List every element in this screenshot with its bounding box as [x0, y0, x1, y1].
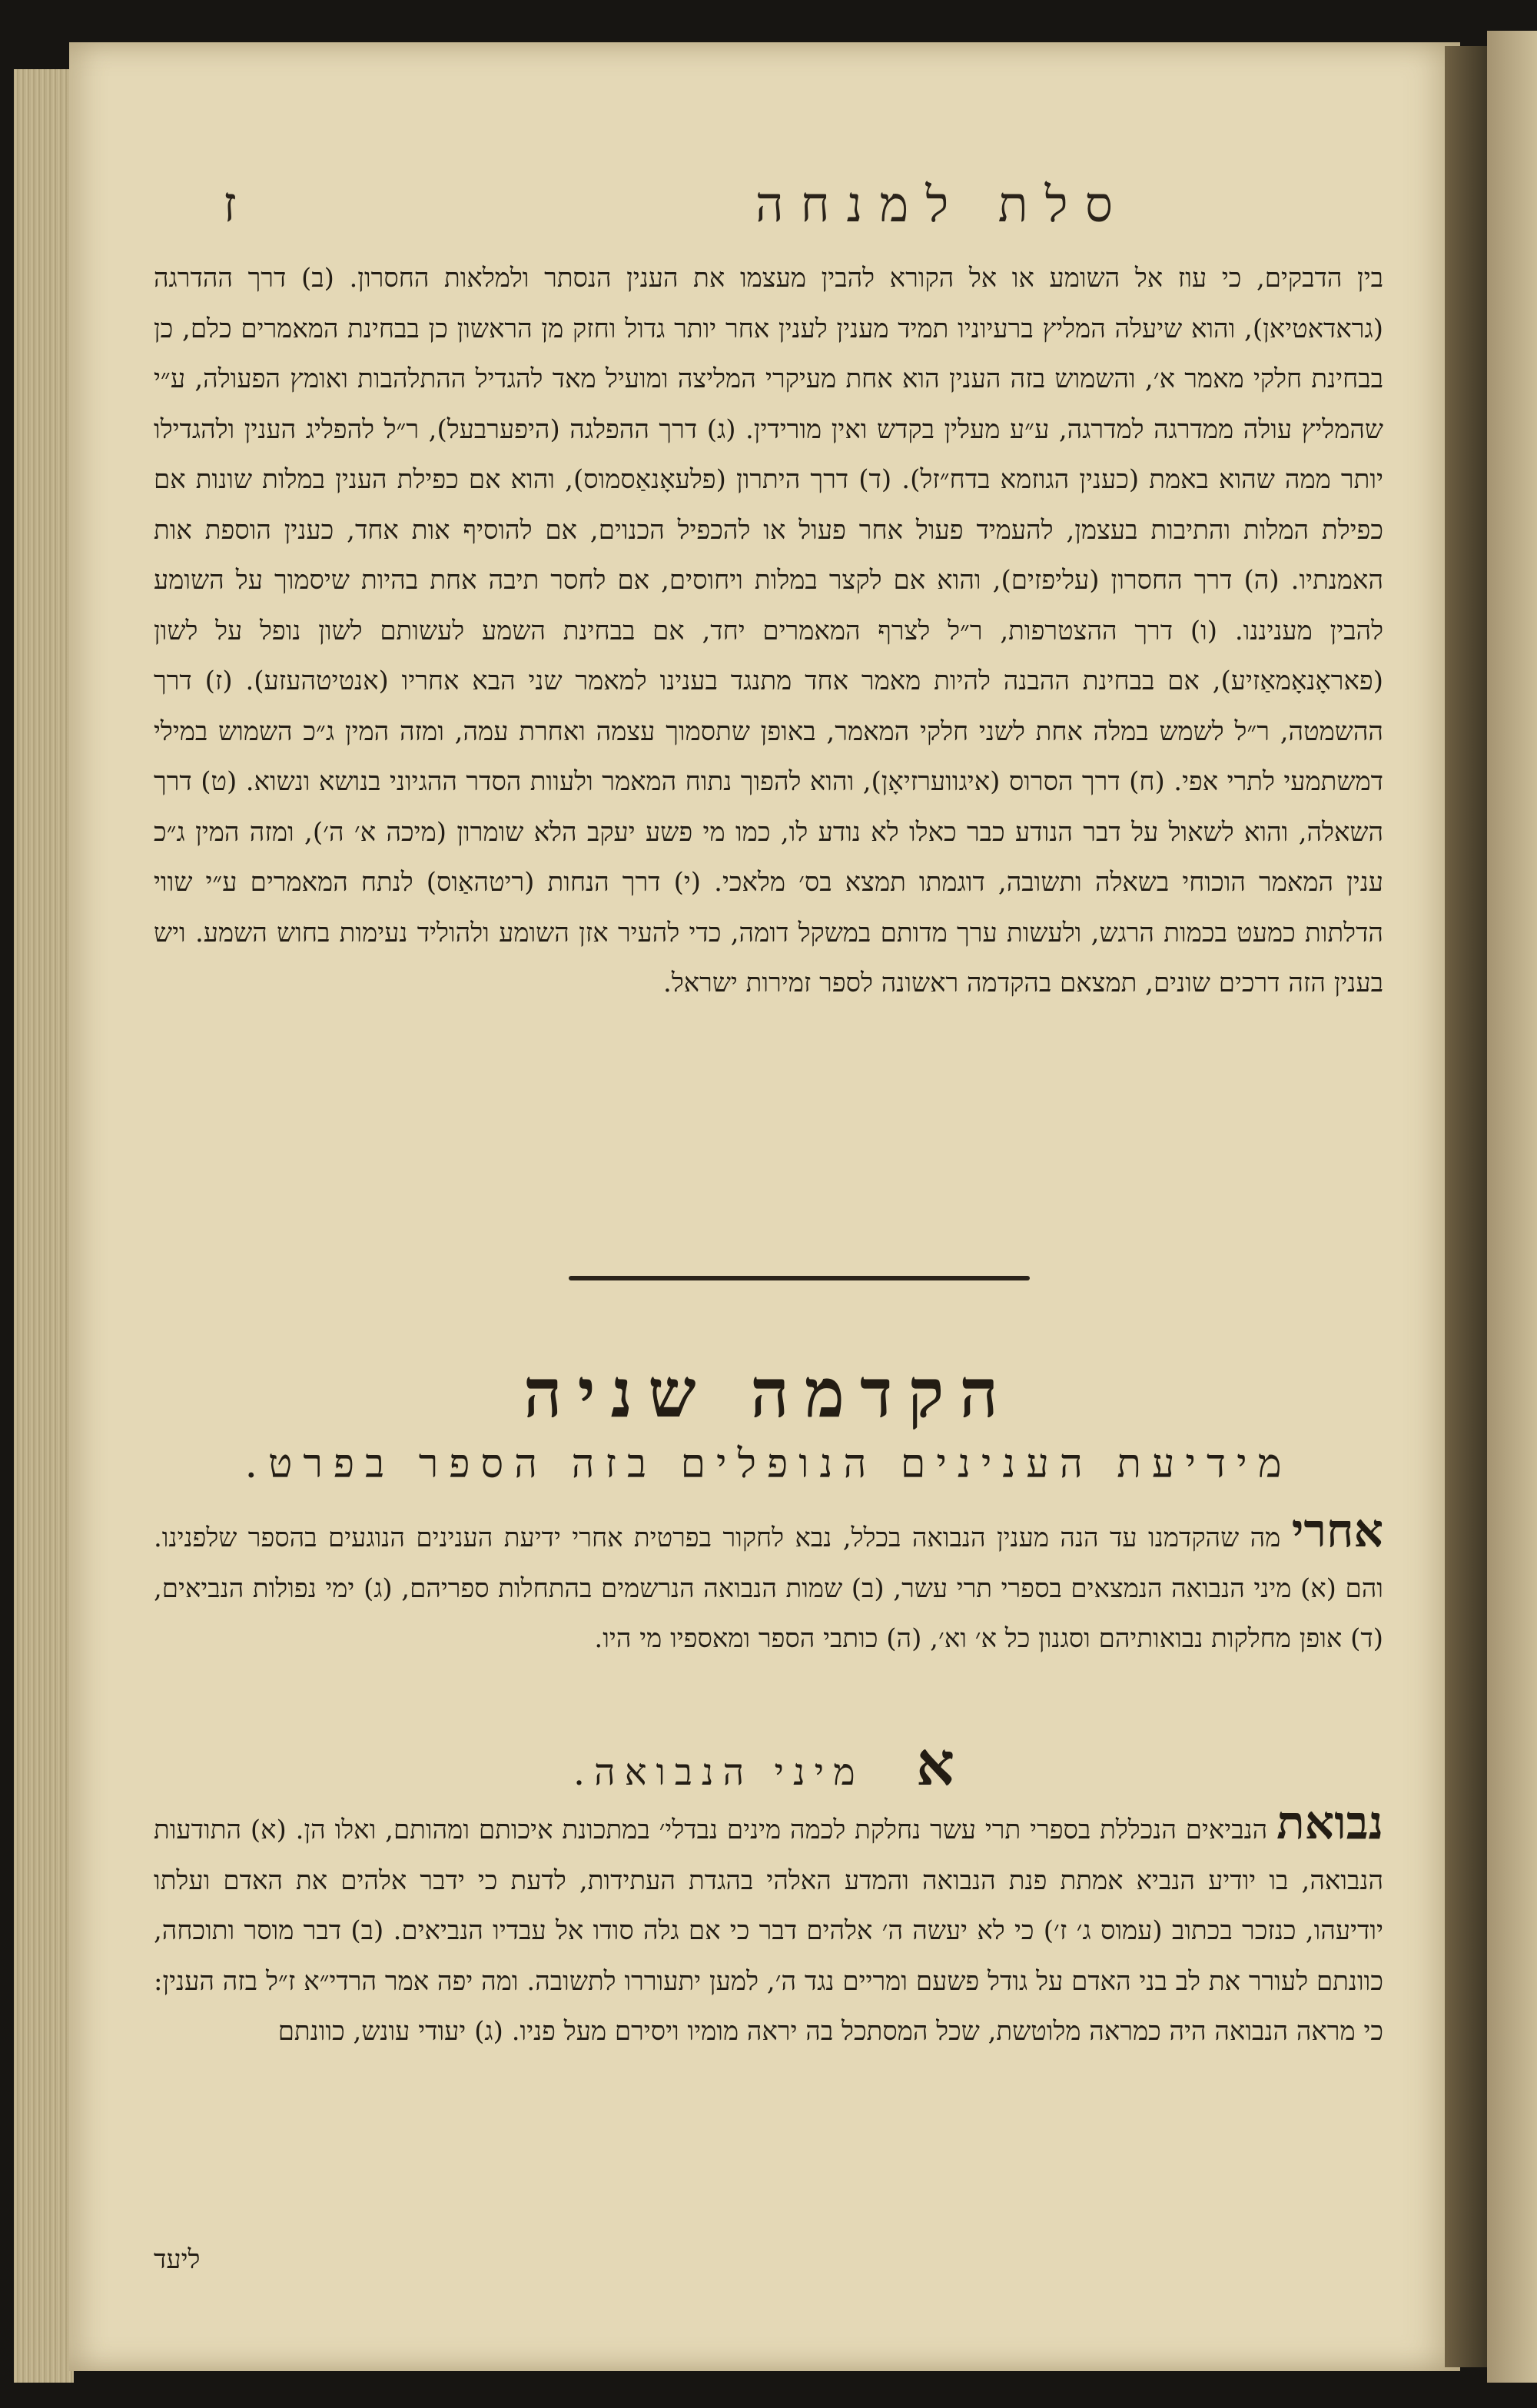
lead-word: אחרי — [1291, 1504, 1383, 1558]
facing-page-edge — [1487, 31, 1537, 2383]
paragraph-text: הנביאים הנכללת בספרי תרי עשר נחלקת לכמה מינים נבדלי׳ במתכונת איכותם ומהותם, ואלו הן. (א) התודעות הנבואה, בו יודיע הנביא אמתת פנת הנבואה והמדע האלהי בהגדת העתידות, לדעת כי ידבר אלהים את האדם ועלתו יודיעהו, כנזכר בכתוב (עמוס ג׳ ז׳) כי לא יעשה ה׳ אלהים דבר כי אם גלה סודו אל עבדיו הנביאים. (ב) דבר מוסר ותוכחה, כוונתם לעורר את לב בני האדם על גודל פשעם ומריים נגד ה׳, למען יתעוררו לתשובה. ומה יפה אמר הרדי״א ז״ל בזה הענין: כי מראה הנבואה היה כמראה מלוטשת, שכל המסתכל בה יראה מומיו ויסירם מעל פניו. (ג) יעודי עונש, כוונתם — [154, 1815, 1383, 2047]
section-letter: א — [915, 1729, 964, 1799]
running-title: סלת למנחה — [755, 177, 1130, 234]
running-head — [154, 177, 1383, 254]
page-number: ז — [223, 177, 237, 234]
second-introduction-paragraph — [154, 1506, 1383, 1665]
lead-word: נבואת — [1276, 1796, 1383, 1850]
section-title: מיני הנבואה. — [573, 1751, 865, 1794]
second-introduction-heading: הקדמה שניה — [523, 1353, 1014, 1433]
page-stack-edge — [14, 69, 74, 2383]
section-divider — [569, 1276, 1030, 1280]
catchword: ליעד — [154, 2244, 201, 2275]
section-a-heading — [154, 1729, 1383, 1799]
second-introduction-subheading: מידיעת הענינים הנופלים בזה הספר בפרט. — [244, 1441, 1293, 1487]
gutter-shadow — [1445, 46, 1491, 2367]
paragraph-text: מה שהקדמנו עד הנה מענין הנבואה בכלל, נבא לחקור בפרטית אחרי ידיעת הענינים הנוגעים בהספר שלפנינו. והם (א) מיני הנבואה הנמצאים בספרי תרי עשר, (ב) שמות הנבואה הנרשמים בהתחלות ספריהם, (ג) ימי נפולות הנביאים, (ד) אופן מחלקות נבואותיהם וסגנון כל א׳ וא׳, (ה) כותבי הספר ומאספיו מי היו. — [154, 1523, 1384, 1654]
paragraph-continued: בין הדבקים, כי עוז אל השומע או אל הקורא להבין מעצמו את הענין הנסתר ולמלאות החסרון. (ב) דרך ההדרגה (גראדאטיאן), והוא שיעלה המליץ ברעיוניו תמיד מענין לענין אחר יותר גדול וחזק מן הראשון כן בבחינת המאמרים כלם, כן בבחינת חלקי מאמר א׳, והשמוש בזה הענין הוא אחת מעיקרי המליצה ומועיל מאד להגדיל ההתלהבות ואומץ הפעולה, ע״י שהמליץ עולה ממדרגה למדרגה, ע״ע מעלין בקדש ואין מורידין. (ג) דרך ההפלגה (היפערבעל), ר״ל להפליג הענין ולהגדילו יותר ממה שהוא באמת (כענין הגוזמא בדח״זל). (ד) דרך היתרון (פלעאָנאַסמוס), והוא אם כפילת הענין במלות שונות אם כפילת המלות והתיבות בעצמן, להעמיד פעול אחר פעול או להכפיל הכנוים, אם להוסיף אות אחד, כענין הוספת אות האמנתיו. (ה) דרך החסרון (עליפזים), והוא אם לקצר במלות ויחוסים, אם לחסר תיבה אחת בהיות שיסמוך על השומע להבין מעניננו. (ו) דרך ההצטרפות, ר״ל לצרף המאמרים יחד, אם בבחינת השמע לעשותם לשון נופל על לשון (פאראָנאָמאַזיע), אם בבחינת ההבנה להיות מאמר אחד מתנגד בענינו למאמר שני הבא אחריו (אנטיטהעזע). (ז) דרך ההשמטה, ר״ל לשמש במלה אחת לשני חלקי המאמר, באופן שתסמוך עצמה ואחרת עמה, ומזה המין ג״כ השמוש במילי דמשתמעי לתרי אפי. (ח) דרך הסרוס (איגווערזיאָן), והוא להפוך נתוח המאמר ולעוות הסדר ההגיוני בנושא ונשוא. (ט) דרך השאלה, והוא לשאול על דבר הנודע כבר כאלו לא נודע לו, כמו מי פשע יעקב הלא שומרון (מיכה א׳ ה׳), ומזה המין ג״כ ענין המאמר הוכוחי בשאלה ותשובה, דוגמתו תמצא בס׳ מלאכי. (י) דרך הנחות (ריטהאַוס) לנתח המאמרים ע״י שווי הדלתות כמעט בכמות הרגש, ולעשות ערך מדותם במשקל דומה, כדי להעיר אזן השומע ולהוליד נעימות בחוש השמע. ויש בענין הזה דרכים שונים, תמצאם בהקדמה ראשונה לספר זמירות ישראל. — [154, 263, 1383, 998]
section-a-paragraph — [154, 1796, 1383, 2058]
